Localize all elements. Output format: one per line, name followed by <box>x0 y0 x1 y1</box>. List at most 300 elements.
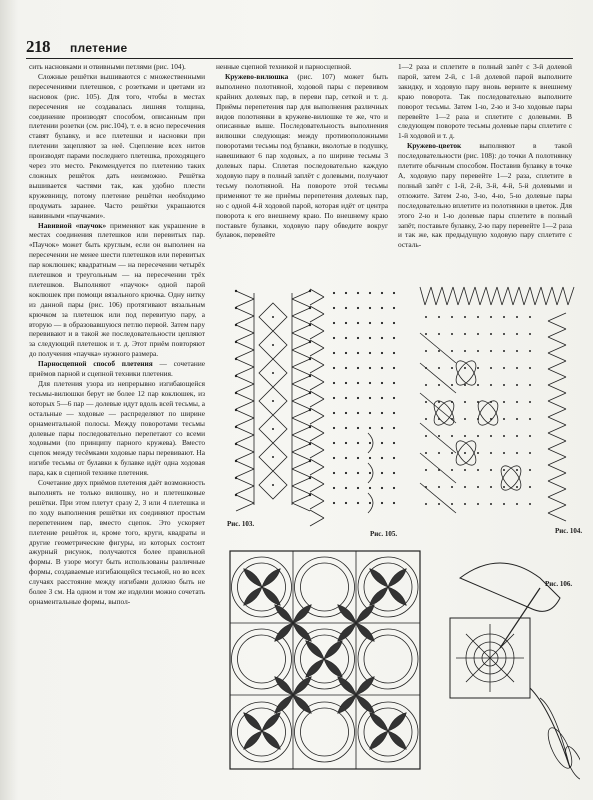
drawing-line <box>310 365 324 373</box>
drawing-line <box>420 363 456 393</box>
drawing-line <box>310 433 324 441</box>
drawing-line <box>541 287 546 305</box>
pin-dot <box>357 472 359 474</box>
pin-dot <box>393 442 395 444</box>
pin-dot <box>333 397 335 399</box>
drawing-line <box>548 473 566 481</box>
figure-103-caption: Рис. 103. <box>227 520 255 528</box>
pin-dot <box>425 350 427 352</box>
circle-cell <box>238 635 286 683</box>
pin-dot <box>516 486 518 488</box>
drawing-line <box>310 459 324 467</box>
drawing-line <box>236 410 254 418</box>
drawing-line <box>469 287 475 305</box>
section-title: плетение <box>70 41 128 55</box>
pin-dot <box>438 384 440 386</box>
leaf-petal <box>260 729 283 752</box>
leaf-petal <box>260 585 283 608</box>
drawing-line <box>420 333 456 363</box>
pin-dot <box>235 307 237 309</box>
pin-dot <box>503 350 505 352</box>
pin-dot <box>529 469 531 471</box>
pin-dot <box>464 401 466 403</box>
pin-dot <box>477 333 479 335</box>
pin-dot <box>516 333 518 335</box>
pin-dot <box>235 460 237 462</box>
leaf-petal <box>367 585 390 608</box>
pin-dot <box>393 337 395 339</box>
drawing-line <box>548 401 566 409</box>
drawing-line <box>310 348 324 356</box>
pin-dot <box>529 486 531 488</box>
pin-dot <box>464 350 466 352</box>
pin-dot <box>333 427 335 429</box>
petal-shape <box>497 463 525 494</box>
circle-cell <box>301 708 349 756</box>
drawing-line <box>236 325 254 333</box>
pin-dot <box>477 367 479 369</box>
pin-dot <box>369 307 371 309</box>
drawing-line <box>236 427 254 435</box>
pin-dot <box>333 322 335 324</box>
drawing-line <box>519 287 524 305</box>
pin-dot <box>438 435 440 437</box>
pin-dot <box>345 322 347 324</box>
pin-dot <box>516 350 518 352</box>
pin-dot <box>369 487 371 489</box>
pin-dot <box>393 307 395 309</box>
drawing-line <box>236 444 254 452</box>
drawing-line <box>310 331 324 339</box>
pin-dot <box>272 316 274 318</box>
pin-dot <box>393 457 395 459</box>
drawing-line <box>236 308 254 316</box>
pin-dot <box>333 487 335 489</box>
drawing-line <box>548 329 566 337</box>
drawing-line <box>310 391 324 399</box>
pin-dot <box>345 457 347 459</box>
drawing-line <box>548 457 566 465</box>
pin-dot <box>529 350 531 352</box>
pin-dot <box>490 367 492 369</box>
thread-curve <box>530 688 570 768</box>
pin-dot <box>477 452 479 454</box>
pin-dot <box>393 322 395 324</box>
pin-dot <box>272 428 274 430</box>
pin-dot <box>425 469 427 471</box>
drawing-line <box>236 376 254 384</box>
pin-dot <box>490 333 492 335</box>
pin-dot <box>381 292 383 294</box>
drawing-line <box>310 467 324 475</box>
pin-dot <box>477 503 479 505</box>
pin-dot <box>503 486 505 488</box>
drawing-line <box>548 345 566 353</box>
pin-dot <box>345 352 347 354</box>
drawing-line <box>552 287 557 305</box>
pin-dot <box>333 292 335 294</box>
drawing-line <box>236 401 254 409</box>
pin-dot <box>345 502 347 504</box>
drawing-line <box>524 287 530 305</box>
pin-dot <box>516 316 518 318</box>
drawing-line <box>310 425 324 433</box>
drawing-line <box>548 409 566 417</box>
drawing-line <box>310 442 324 450</box>
drawing-line <box>310 340 324 348</box>
leaf-petal <box>386 566 409 589</box>
drawing-line <box>310 314 324 322</box>
pin-dot <box>490 469 492 471</box>
drawing-line <box>420 287 425 305</box>
pin-dot <box>464 316 466 318</box>
page-header <box>26 34 573 59</box>
leaf-petal <box>241 566 264 589</box>
pin-dot <box>235 443 237 445</box>
drawing-line <box>548 465 566 473</box>
pin-dot <box>516 401 518 403</box>
pin-dot <box>516 435 518 437</box>
drawing-line <box>442 287 447 305</box>
pin-dot <box>529 316 531 318</box>
paragraph: Сочетание двух приёмов плетения даёт возможность выполнять не только вилюшку, но и плетешковые решётки. При этом плетут сразу 2, 3 или 4 плетешка и по ходу выполнения решётки их соединяют простым перепетением пар, вместо сцепок. Это ускоряет плетение решёток и, кроме того, круги, квадраты и другие геометрические фигуры, из которых состоит ажурный рисунок, получаются более правильной формы. В узоре могут быть использованы различные формы, создаваемые изгибающейся тесьмой, но во всех случаях расстояние между изгибами должно быть не более 3 см. На одном и том же изделии можно сочетать орнаментальные формы, выпол- <box>29 478 205 606</box>
pin-dot <box>438 316 440 318</box>
pin-dot <box>369 472 371 474</box>
pin-dot <box>357 442 359 444</box>
drawing-line <box>497 287 502 305</box>
pin-dot <box>345 487 347 489</box>
pin-dot <box>503 418 505 420</box>
drawing-line <box>236 384 254 392</box>
drawing-line <box>236 393 254 401</box>
pin-dot <box>529 452 531 454</box>
pin-dot <box>357 352 359 354</box>
paragraph: сить насновками и отвивными петлями (рис. 104). <box>29 62 186 71</box>
drawing-line <box>548 489 566 497</box>
pin-dot <box>345 337 347 339</box>
drawing-line <box>548 433 566 441</box>
pin-dot <box>477 469 479 471</box>
page-number: 218 <box>26 37 50 56</box>
drawing-line <box>425 287 431 305</box>
drawing-line <box>420 453 456 483</box>
petal-shape <box>452 358 480 389</box>
drawing-line <box>563 287 568 305</box>
drawing-line <box>548 425 566 433</box>
drawing-line <box>236 452 254 460</box>
pin-dot <box>381 472 383 474</box>
pin-dot <box>503 435 505 437</box>
pin-dot <box>451 469 453 471</box>
pin-dot <box>516 384 518 386</box>
paragraph: ненные сцепной техникой и парносцепной. <box>216 62 352 71</box>
drawing-line <box>548 449 566 457</box>
leaf-petal <box>260 710 283 733</box>
drawing-line <box>310 416 324 424</box>
pin-dot <box>235 409 237 411</box>
drawing-line <box>236 316 254 324</box>
pin-dot <box>451 384 453 386</box>
drawing-line <box>420 483 456 513</box>
drawing-line <box>548 361 566 369</box>
pin-dot <box>464 333 466 335</box>
pin-dot <box>272 484 274 486</box>
pin-dot <box>464 452 466 454</box>
pin-dot <box>529 503 531 505</box>
pin-dot <box>333 502 335 504</box>
pin-dot <box>490 350 492 352</box>
leaf-petal <box>386 710 409 733</box>
paragraph: Парносцепной способ плетения — сочетание приёмов парной и сцепной техники плетения. <box>29 359 205 379</box>
pin-dot <box>357 337 359 339</box>
pin-dot <box>369 442 371 444</box>
drawing-line <box>236 359 254 367</box>
pin-dot <box>529 384 531 386</box>
pin-dot <box>451 350 453 352</box>
pin-dot <box>235 392 237 394</box>
circle-cell <box>358 702 418 762</box>
drawing-line <box>548 417 566 425</box>
pin-dot <box>425 333 427 335</box>
drawing-line <box>236 333 254 341</box>
pin-dot <box>369 397 371 399</box>
pin-dot <box>438 333 440 335</box>
pin-dot <box>503 384 505 386</box>
pin-dot <box>503 452 505 454</box>
drawing-line <box>548 385 566 393</box>
pin-dot <box>345 307 347 309</box>
pin-dot <box>438 486 440 488</box>
drawing-line <box>310 399 324 407</box>
pin-dot <box>529 435 531 437</box>
pin-dot <box>477 435 479 437</box>
pin-dot <box>464 486 466 488</box>
pin-dot <box>477 486 479 488</box>
figure-104-caption: Рис. 104. <box>555 527 583 535</box>
paragraph: Для плетения узора из непрерывно изгибающейся тесьмы-вилюшки берут не более 12 пар коклюшек, из которых 5—6 пар — долевые идут вдоль всей тесьмы, а остальные — ходовые — распределяют по ширине орнаментальной полосы. Между поворотами тесьмы долевые пары последовательно перепетают со всеми ходовыми (по принципу парного кружева). Вместо сцепок между тесёмками ходовые пары перевивают. На изгибе тесьмы от булавки к булавке идёт одна ходовая пара, как в сцепной технике плетения. <box>29 379 205 478</box>
pin-dot <box>381 502 383 504</box>
drawing-line <box>475 287 480 305</box>
drawing-line <box>310 306 324 314</box>
pin-dot <box>345 427 347 429</box>
pin-dot <box>529 418 531 420</box>
drawing-line <box>236 291 254 299</box>
pin-dot <box>451 333 453 335</box>
pin-dot <box>235 324 237 326</box>
pin-dot <box>369 337 371 339</box>
pin-dot <box>369 352 371 354</box>
pin-dot <box>381 322 383 324</box>
pin-dot <box>451 316 453 318</box>
pin-dot <box>503 401 505 403</box>
pin-dot <box>490 316 492 318</box>
pin-dot <box>451 367 453 369</box>
drawing-line <box>310 493 324 501</box>
pin-dot <box>425 316 427 318</box>
text-column-2 <box>216 62 388 272</box>
pin-dot <box>333 367 335 369</box>
pin-dot <box>503 469 505 471</box>
pin-dot <box>345 367 347 369</box>
drawing-line <box>548 377 566 385</box>
drawing-line <box>310 382 324 390</box>
pin-dot <box>345 397 347 399</box>
drawing-line <box>310 450 324 458</box>
leaf-petal <box>241 729 264 752</box>
drawing-line <box>310 374 324 382</box>
pin-dot <box>357 412 359 414</box>
pin-dot <box>477 316 479 318</box>
drawing-line <box>236 503 254 511</box>
drawing-line <box>310 501 324 509</box>
drawing-line <box>236 495 254 503</box>
pin-dot <box>516 503 518 505</box>
pin-dot <box>345 442 347 444</box>
pin-dot <box>451 435 453 437</box>
figure-105-caption: Рис. 105. <box>370 530 398 538</box>
pin-dot <box>333 442 335 444</box>
pin-dot <box>345 292 347 294</box>
pin-dot <box>438 350 440 352</box>
drawing-line <box>548 441 566 449</box>
pin-dot <box>235 341 237 343</box>
pin-dot <box>490 452 492 454</box>
pin-dot <box>381 442 383 444</box>
drawing-line <box>447 287 453 305</box>
figure-104-lace-pattern <box>416 283 576 525</box>
drawing-line <box>236 299 254 307</box>
pin-dot <box>381 352 383 354</box>
paragraph: Навивной «паучок» применяют как украшение в местах соединения плетешков или перевитых пар. «Паучок» может быть круглым, если он выполнен на пересечении не менее шести плетешков или перевитых пар коклюшек; квадратным — на пересечении четырёх плетешков и треугольным — на пересечении трёх плетешков. Выполняют «паучок» одной парой коклюшек при помощи вязального крючка. Одну нитку из данной пары (рис. 106) протягивают вязальным крючком за плетешок или под перевитую пару, а вторую — в образовавшуюся петлю первой. Затем пару перевивают и в такой же последовательности цепляют за следующий плетешок и т. д. Этот приём повторяют до получения «паучка» нужного размера. <box>29 220 205 359</box>
drawing-line <box>310 323 324 331</box>
figure-106-caption: Рис. 106. <box>545 580 573 588</box>
drawing-line <box>513 287 519 305</box>
pin-dot <box>272 400 274 402</box>
pin-dot <box>516 367 518 369</box>
pin-dot <box>393 292 395 294</box>
pin-dot <box>490 384 492 386</box>
leaf-petal <box>303 638 326 661</box>
pin-dot <box>235 477 237 479</box>
drawing-line <box>310 297 324 305</box>
pin-dot <box>381 457 383 459</box>
paragraph: Кружево-цветок выполняют в такой последовательности (рис. 108): до точки А полотнянку плетите обычным способом. Поставив булавку в точке А, ходовую пару перевейте 1—2 раза, сплетите в полный запёт с 1-й, 2-й, 3-й, 4-й, 5-й долевыми и отложите. Затем 2-ю, 3-ю, 4-ю, 5-ю долевые пары последовательно вплетите из полотнянки в цветок. Для этого 2-ю и 1-ю долевые пары сплетите в полный запёт, поставьте булавку, 2-ю пару перевейте 1—2 раза и так же, как предыдущую ходовую пару сплетите с осталь- <box>398 141 572 250</box>
pin-dot <box>369 502 371 504</box>
pin-dot <box>381 397 383 399</box>
pin-dot <box>357 382 359 384</box>
pin-dot <box>345 472 347 474</box>
pin-dot <box>464 469 466 471</box>
pin-dot <box>333 472 335 474</box>
pin-dot <box>235 375 237 377</box>
pin-dot <box>490 435 492 437</box>
pin-dot <box>425 452 427 454</box>
drawing-line <box>548 313 566 321</box>
pin-dot <box>438 367 440 369</box>
figure-105-lace-pattern <box>308 283 408 528</box>
drawing-line <box>535 287 541 305</box>
pin-dot <box>235 358 237 360</box>
figure-107-flower-grid <box>222 545 428 777</box>
pin-dot <box>369 322 371 324</box>
pin-dot <box>333 457 335 459</box>
drawing-line <box>310 357 324 365</box>
drawing-line <box>548 513 566 521</box>
leaf-petal <box>367 710 390 733</box>
pin-dot <box>333 382 335 384</box>
leaf-petal <box>367 729 390 752</box>
drawing-line <box>548 321 566 329</box>
pin-dot <box>369 412 371 414</box>
drawing-line <box>546 287 552 305</box>
drawing-line <box>236 418 254 426</box>
pin-dot <box>272 372 274 374</box>
pin-dot <box>333 337 335 339</box>
leaf-petal <box>322 657 345 680</box>
drawing-line <box>548 481 566 489</box>
leaf-petal <box>354 602 377 625</box>
pin-dot <box>393 502 395 504</box>
drawing-line <box>568 287 574 305</box>
drawing-line <box>548 353 566 361</box>
paragraph: Сложные решётки вышиваются с множественными пересечениями плетешков, с розетками и цветами из насновок (рис. 105). Для того, чтобы в местах пересечения не создавалась лишняя толщина, соединение производят способом, описанным при плетении розетки (см. рис.104), т. е. в ясно пересечения ставят булавку, и все плетешки и насновки при плетении зацепляют за неё. Сцепление всех нитов производят парами последнего плетешка, проходящего через это место. Рекомендуется по плетению таких сложных решёток дать неизможно. Решётка вышивается частями так, как удобно плести кружевницу, потому плетение решётки необходимо продумать заранее. Часто решётки украшаются навивными «паучками». <box>29 71 205 220</box>
drawing-line <box>236 350 254 358</box>
pin-dot <box>451 503 453 505</box>
drawing-line <box>502 287 508 305</box>
pin-dot <box>451 452 453 454</box>
pin-dot <box>503 367 505 369</box>
pin-dot <box>464 503 466 505</box>
pin-dot <box>393 397 395 399</box>
pin-dot <box>345 382 347 384</box>
drawing-line <box>310 289 324 297</box>
drawing-line <box>310 518 324 526</box>
leaf-petal <box>241 710 264 733</box>
drawing-line <box>310 476 324 484</box>
pin-dot <box>381 487 383 489</box>
drawing-line <box>464 287 469 305</box>
pin-dot <box>333 307 335 309</box>
pin-dot <box>357 427 359 429</box>
pin-dot <box>464 435 466 437</box>
pin-dot <box>393 352 395 354</box>
pin-dot <box>425 418 427 420</box>
pin-dot <box>477 384 479 386</box>
drawing-line <box>508 287 513 305</box>
drawing-line <box>548 337 566 345</box>
drawing-line <box>310 484 324 492</box>
pin-dot <box>357 502 359 504</box>
pin-dot <box>393 412 395 414</box>
drawing-line <box>548 393 566 401</box>
drawing-line <box>548 497 566 505</box>
drawing-line <box>310 510 324 518</box>
leaf-petal <box>260 566 283 589</box>
pin-dot <box>516 469 518 471</box>
drawing-line <box>480 287 486 305</box>
leaf-petal <box>322 638 345 661</box>
drawing-line <box>236 478 254 486</box>
pin-dot <box>425 503 427 505</box>
drawing-line <box>236 342 254 350</box>
pin-dot <box>357 322 359 324</box>
pin-dot <box>357 397 359 399</box>
pin-dot <box>503 316 505 318</box>
pin-dot <box>369 457 371 459</box>
pin-dot <box>464 367 466 369</box>
drawing-line <box>453 287 458 305</box>
pin-dot <box>381 382 383 384</box>
